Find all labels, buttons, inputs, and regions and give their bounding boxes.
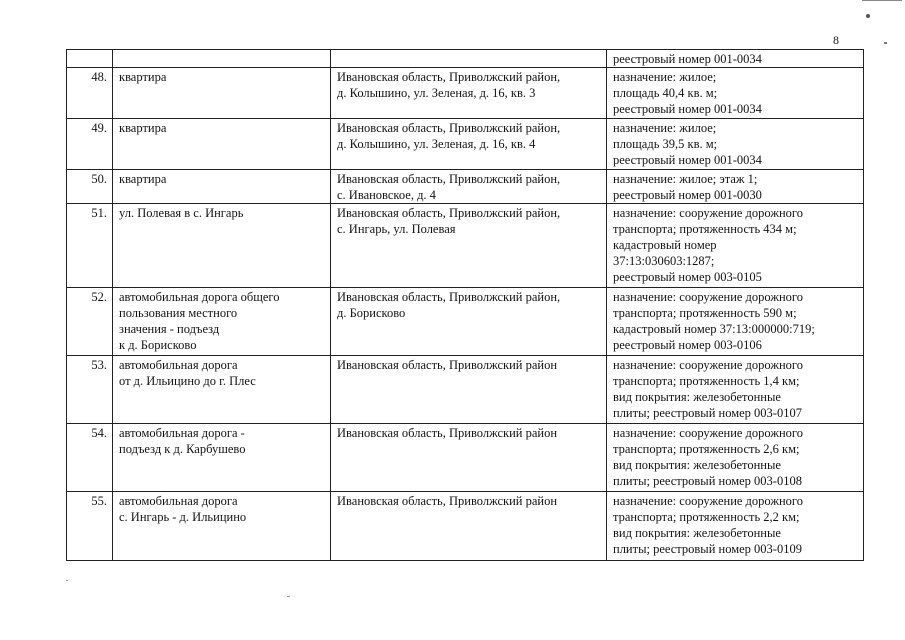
scan-dot: [66, 580, 68, 581]
address-cell: [331, 356, 607, 424]
row-number-cell: 51.: [67, 204, 113, 288]
row-number-cell: 54.: [67, 424, 113, 492]
table-row: [67, 119, 864, 170]
details-line: назначение: сооружение дорожного: [613, 358, 804, 372]
table-row: [67, 424, 864, 492]
registry-table: [66, 49, 864, 561]
address-line: Ивановская область, Приволжский район,: [337, 290, 561, 304]
address-line: Ивановская область, Приволжский район: [337, 494, 558, 508]
row-number-cell: [67, 50, 113, 68]
object-name-cell: [113, 424, 331, 492]
address-line: д. Колышино, ул. Зеленая, д. 16, кв. 3: [337, 86, 536, 100]
row-number-cell: 52.: [67, 288, 113, 356]
object-name-line: пользования местного: [119, 306, 238, 320]
table-row-continuation: [67, 50, 864, 68]
object-name-cell: [113, 50, 331, 68]
scan-corner-line: [862, 0, 902, 1]
object-name-line: квартира: [119, 121, 167, 135]
address-cell: [331, 288, 607, 356]
table-row: [67, 288, 864, 356]
scan-dot: [884, 42, 887, 44]
details-line: реестровый номер 001-0030: [613, 188, 762, 202]
row-number-cell: 48.: [67, 68, 113, 119]
details-line: площадь 40,4 кв. м;: [613, 86, 718, 100]
details-cell: [607, 356, 864, 424]
details-cell: [607, 68, 864, 119]
details-line: транспорта; протяженность 1,4 км;: [613, 374, 800, 388]
details-line: реестровый номер 003-0106: [613, 338, 762, 352]
details-line: назначение: сооружение дорожного: [613, 426, 804, 440]
details-line: назначение: жилое;: [613, 70, 717, 84]
object-name-line: квартира: [119, 70, 167, 84]
details-line: реестровый номер 003-0105: [613, 270, 762, 284]
details-cell: [607, 492, 864, 561]
table-row: [67, 170, 864, 204]
details-line: кадастровый номер: [613, 238, 717, 252]
address-cell: [331, 68, 607, 119]
row-number-cell: 53.: [67, 356, 113, 424]
scan-dot: [866, 14, 870, 18]
address-line: Ивановская область, Приволжский район,: [337, 70, 561, 84]
address-line: Ивановская область, Приволжский район: [337, 426, 558, 440]
details-cell: [607, 50, 864, 68]
address-cell: [331, 204, 607, 288]
details-line: транспорта; протяженность 2,6 км;: [613, 442, 800, 456]
details-line: назначение: сооружение дорожного: [613, 290, 804, 304]
table-row: [67, 356, 864, 424]
details-line: 37:13:030603:1287;: [613, 254, 715, 268]
address-cell: [331, 424, 607, 492]
table-row: [67, 68, 864, 119]
details-line: назначение: сооружение дорожного: [613, 206, 804, 220]
details-line: плиты; реестровый номер 003-0107: [613, 406, 802, 420]
object-name-line: автомобильная дорога: [119, 358, 238, 372]
address-line: Ивановская область, Приволжский район,: [337, 206, 561, 220]
details-line: назначение: сооружение дорожного: [613, 494, 804, 508]
details-cell: [607, 288, 864, 356]
object-name-line: автомобильная дорога общего: [119, 290, 280, 304]
object-name-line: ул. Полевая в с. Ингарь: [119, 206, 244, 220]
details-line: вид покрытия: железобетонные: [613, 458, 781, 472]
object-name-cell: [113, 204, 331, 288]
details-line: реестровый номер 001-0034: [613, 153, 762, 167]
table-row: [67, 204, 864, 288]
address-line: д. Борисково: [337, 306, 406, 320]
object-name-cell: [113, 356, 331, 424]
object-name-cell: [113, 68, 331, 119]
row-number-cell: 50.: [67, 170, 113, 204]
object-name-cell: [113, 170, 331, 204]
details-cell: [607, 424, 864, 492]
details-cell: [607, 119, 864, 170]
row-number-cell: 55.: [67, 492, 113, 561]
object-name-line: подъезд к д. Карбушево: [119, 442, 246, 456]
address-line: с. Ингарь, ул. Полевая: [337, 222, 456, 236]
details-line: плиты; реестровый номер 003-0109: [613, 542, 802, 556]
object-name-line: значения - подъезд: [119, 322, 220, 336]
object-name-line: автомобильная дорога: [119, 494, 238, 508]
address-cell: [331, 119, 607, 170]
object-name-line: к д. Борисково: [119, 338, 197, 352]
object-name-cell: [113, 119, 331, 170]
details-line: плиты; реестровый номер 003-0108: [613, 474, 802, 488]
registry-table-body: [67, 50, 864, 561]
object-name-line: автомобильная дорога -: [119, 426, 245, 440]
address-line: Ивановская область, Приволжский район,: [337, 172, 561, 186]
details-line: вид покрытия: железобетонные: [613, 390, 781, 404]
object-name-cell: [113, 288, 331, 356]
scan-dot: [287, 596, 290, 597]
details-line: вид покрытия: железобетонные: [613, 526, 781, 540]
details-cell: [607, 170, 864, 204]
address-cell: [331, 170, 607, 204]
address-line: Ивановская область, Приволжский район,: [337, 121, 561, 135]
details-line: назначение: жилое; этаж 1;: [613, 172, 758, 186]
address-cell: [331, 492, 607, 561]
address-line: д. Колышино, ул. Зеленая, д. 16, кв. 4: [337, 137, 536, 151]
object-name-line: от д. Ильицино до г. Плес: [119, 374, 256, 388]
table-row: [67, 492, 864, 561]
details-cell: [607, 204, 864, 288]
details-line: реестровый номер 001-0034: [613, 52, 762, 66]
details-line: транспорта; протяженность 590 м;: [613, 306, 797, 320]
details-line: транспорта; протяженность 434 м;: [613, 222, 797, 236]
details-line: транспорта; протяженность 2,2 км;: [613, 510, 800, 524]
address-line: с. Ивановское, д. 4: [337, 188, 436, 202]
details-line: площадь 39,5 кв. м;: [613, 137, 718, 151]
details-line: реестровый номер 001-0034: [613, 102, 762, 116]
details-line: назначение: жилое;: [613, 121, 717, 135]
address-cell: [331, 50, 607, 68]
object-name-line: с. Ингарь - д. Ильицино: [119, 510, 247, 524]
details-line: кадастровый номер 37:13:000000:719;: [613, 322, 815, 336]
address-line: Ивановская область, Приволжский район: [337, 358, 558, 372]
object-name-line: квартира: [119, 172, 167, 186]
page-number: 8: [833, 33, 839, 47]
object-name-cell: [113, 492, 331, 561]
row-number-cell: 49.: [67, 119, 113, 170]
